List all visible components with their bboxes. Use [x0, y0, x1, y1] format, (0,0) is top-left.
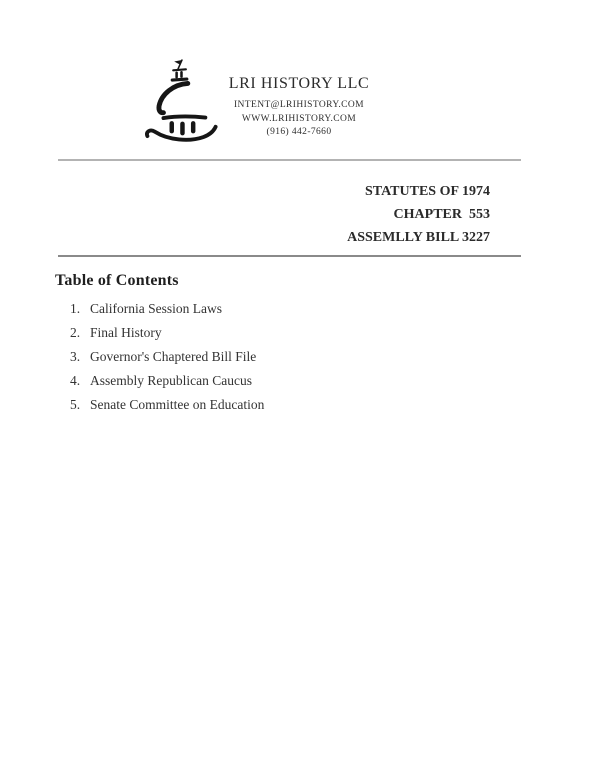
toc-item [70, 325, 490, 349]
horizontal-rule-top [58, 159, 521, 161]
toc-item-label: Senate Committee on Education [90, 397, 265, 412]
letterhead [149, 74, 449, 140]
toc-item-label: Final History [90, 325, 162, 340]
statute-reference-block [347, 180, 490, 249]
org-email: INTENT@LRIHISTORY.COM [233, 100, 364, 110]
org-phone: (916) 442-7660 [266, 127, 332, 137]
toc-list [70, 301, 490, 421]
toc-item-number: 4. [70, 373, 81, 388]
toc-item [70, 373, 490, 397]
toc-item [70, 301, 490, 325]
org-website: WWW.LRIHISTORY.COM [241, 113, 357, 124]
toc-heading: Table of Contents [55, 272, 179, 289]
horizontal-rule-bottom [58, 255, 521, 257]
toc-item-label: Governor's Chaptered Bill File [90, 349, 257, 364]
chapter-line: CHAPTER 553 [393, 207, 490, 222]
toc-item-label: Assembly Republican Caucus [90, 373, 252, 388]
toc-item-number: 5. [70, 397, 81, 412]
statutes-year-line: STATUTES OF 1974 [365, 184, 490, 199]
toc-item [70, 397, 490, 421]
assembly-bill-line: ASSEMLLY BILL 3227 [347, 230, 490, 245]
toc-item-number: 3. [70, 349, 81, 364]
toc-item [70, 349, 490, 373]
toc-item-number: 2. [70, 325, 81, 340]
org-name: LRI HISTORY LLC [228, 75, 370, 92]
toc-item-number: 1. [70, 301, 81, 316]
toc-item-label: California Session Laws [90, 301, 222, 316]
